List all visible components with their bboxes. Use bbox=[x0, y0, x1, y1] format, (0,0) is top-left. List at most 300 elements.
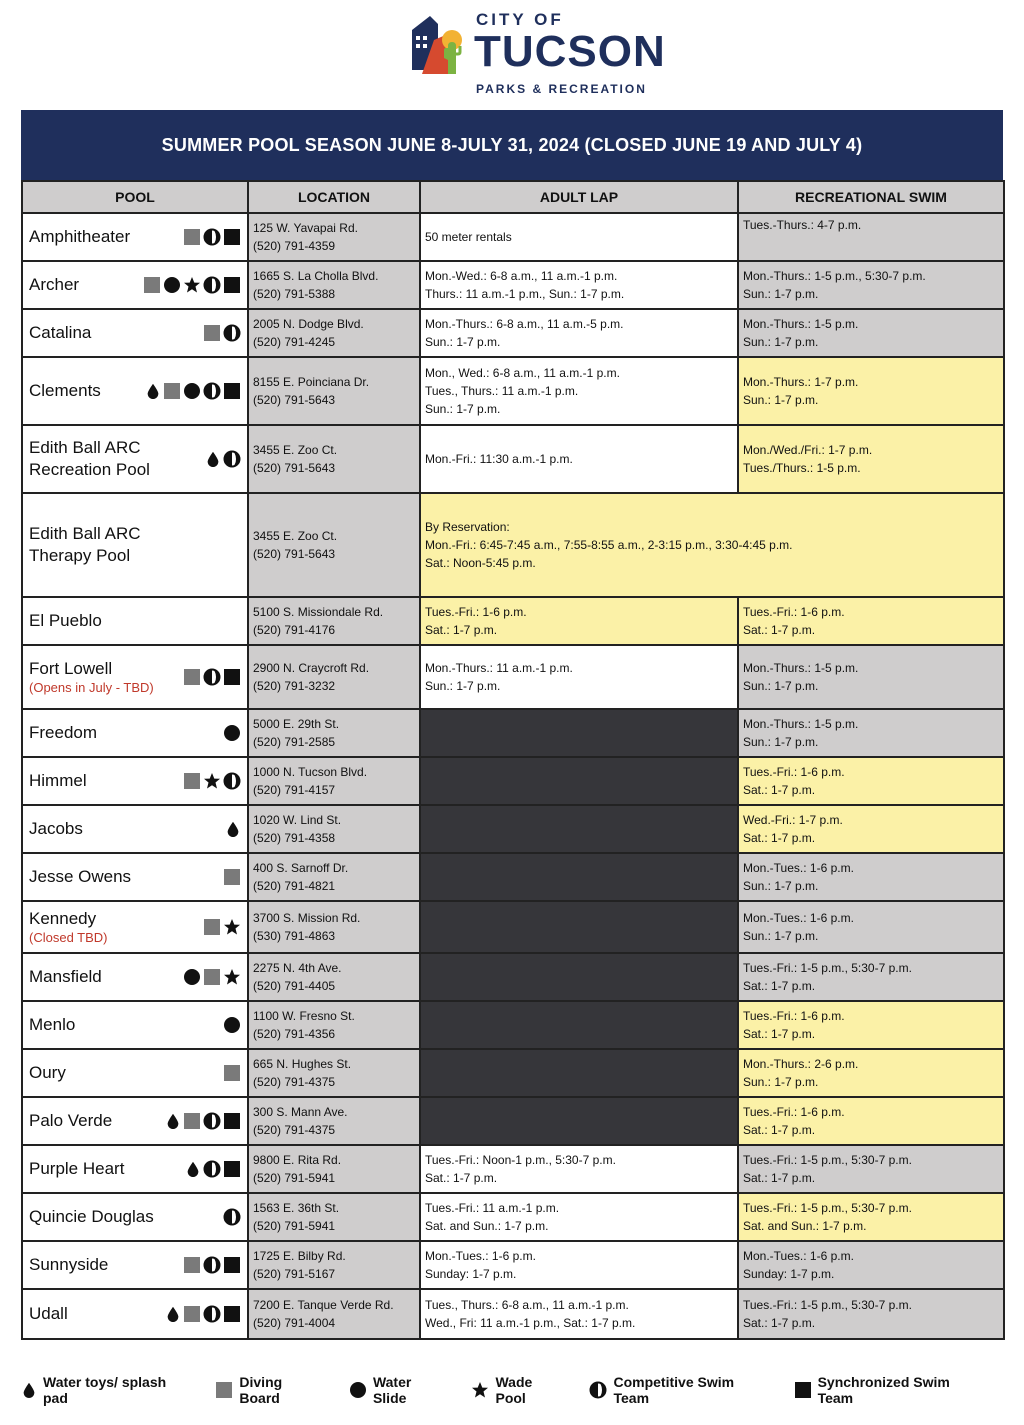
water-slide-icon bbox=[223, 1016, 241, 1034]
pool-name: Edith Ball ARC Therapy Pool bbox=[29, 524, 141, 565]
legend-label: Wade Pool bbox=[495, 1374, 533, 1406]
col-header-adult-lap: ADULT LAP bbox=[420, 181, 738, 213]
competitive-swim-team-icon bbox=[223, 772, 241, 790]
pool-address: 3700 S. Mission Rd. bbox=[253, 911, 361, 925]
adult-lap-cell bbox=[420, 953, 738, 1001]
location-cell bbox=[248, 493, 420, 597]
pool-address: 2275 N. 4th Ave. bbox=[253, 961, 342, 975]
table-row bbox=[22, 1001, 1004, 1049]
pool-address: 1665 S. La Cholla Blvd. bbox=[253, 269, 379, 283]
amenity-icons bbox=[223, 1016, 241, 1034]
table-row bbox=[22, 901, 1004, 953]
recreational-swim-cell bbox=[738, 261, 1004, 309]
pool-phone: (520) 791-5388 bbox=[253, 287, 336, 301]
adult-lap-cell bbox=[420, 645, 738, 709]
location-cell bbox=[248, 309, 420, 357]
diving-board-icon bbox=[183, 1256, 201, 1274]
pool-phone: (520) 791-4359 bbox=[253, 239, 336, 253]
pool-cell bbox=[22, 645, 248, 709]
synchronized-swim-team-icon bbox=[223, 228, 241, 246]
location-cell bbox=[248, 597, 420, 645]
logo-city-of: CITY OF bbox=[476, 10, 564, 29]
pool-cell bbox=[22, 309, 248, 357]
pool-address: 1725 E. Bilby Rd. bbox=[253, 1249, 346, 1263]
pool-name: Udall bbox=[29, 1304, 68, 1323]
schedule-line: Sun.: 1-7 p.m. bbox=[425, 402, 501, 416]
schedule-line: Sat.: 1-7 p.m. bbox=[743, 623, 816, 637]
pool-cell bbox=[22, 425, 248, 493]
competitive-swim-team-icon bbox=[203, 668, 221, 686]
table-row bbox=[22, 309, 1004, 357]
legend-item bbox=[349, 1374, 446, 1406]
recreational-swim-cell bbox=[738, 645, 1004, 709]
adult-lap-cell bbox=[420, 853, 738, 901]
recreational-swim-cell bbox=[738, 1145, 1004, 1193]
location-cell bbox=[248, 1097, 420, 1145]
recreational-swim-cell bbox=[738, 709, 1004, 757]
recreational-swim-cell bbox=[738, 1049, 1004, 1097]
wade-pool-icon bbox=[223, 968, 241, 986]
schedule-line: Tues.-Fri.: Noon-1 p.m., 5:30-7 p.m. bbox=[425, 1153, 616, 1167]
pool-name: Mansfield bbox=[29, 967, 102, 986]
legend-label: Synchronized Swim Team bbox=[817, 1374, 950, 1406]
schedule-line: Sat.: Noon-5:45 p.m. bbox=[425, 556, 536, 570]
recreational-swim-cell bbox=[738, 901, 1004, 953]
pool-status-note: (Opens in July - TBD) bbox=[29, 680, 154, 695]
col-header-pool: POOL bbox=[22, 181, 248, 213]
diving-board-icon bbox=[223, 868, 241, 886]
schedule-line: Thurs.: 11 a.m.-1 p.m., Sun.: 1-7 p.m. bbox=[425, 287, 625, 301]
schedule-line: Mon.-Thurs.: 1-7 p.m. bbox=[743, 375, 859, 389]
pool-address: 7200 E. Tanque Verde Rd. bbox=[253, 1298, 394, 1312]
synchronized-swim-team-icon bbox=[223, 382, 241, 400]
schedule-line: Sat.: 1-7 p.m. bbox=[743, 1171, 816, 1185]
pool-cell bbox=[22, 493, 248, 597]
legend-label: Competitive Swim Team bbox=[613, 1374, 735, 1406]
location-cell bbox=[248, 853, 420, 901]
amenity-icons bbox=[165, 1305, 241, 1323]
schedule-line: Sat.: 1-7 p.m. bbox=[743, 1123, 816, 1137]
schedule-line: Mon.-Tues.: 1-6 p.m. bbox=[743, 911, 854, 925]
schedule-line: Tues.-Thurs.: 4-7 p.m. bbox=[743, 218, 862, 232]
competitive-swim-team-icon bbox=[203, 382, 221, 400]
table-row bbox=[22, 261, 1004, 309]
schedule-line: Tues.-Fri.: 1-6 p.m. bbox=[743, 605, 845, 619]
table-header-row bbox=[22, 181, 1004, 213]
amenity-icons bbox=[143, 276, 241, 294]
schedule-line: 50 meter rentals bbox=[425, 230, 512, 244]
pool-address: 2900 N. Craycroft Rd. bbox=[253, 661, 370, 675]
schedule-line: Mon.-Thurs.: 6-8 a.m., 11 a.m.-5 p.m. bbox=[425, 317, 624, 331]
location-cell bbox=[248, 213, 420, 261]
recreational-swim-cell bbox=[738, 213, 1004, 261]
synchronized-swim-team-icon bbox=[794, 1381, 812, 1399]
location-cell bbox=[248, 1193, 420, 1241]
pool-phone: (520) 791-4375 bbox=[253, 1075, 336, 1089]
water-slide-icon bbox=[163, 276, 181, 294]
recreational-swim-cell bbox=[738, 1289, 1004, 1339]
pool-name: Himmel bbox=[29, 771, 87, 790]
schedule-line: Sun.: 1-7 p.m. bbox=[743, 735, 819, 749]
adult-lap-cell bbox=[420, 805, 738, 853]
recreational-swim-cell bbox=[738, 597, 1004, 645]
amenity-icons bbox=[223, 1064, 241, 1082]
pool-address: 1020 W. Lind St. bbox=[253, 813, 342, 827]
adult-lap-cell bbox=[420, 1193, 738, 1241]
recreational-swim-cell bbox=[738, 853, 1004, 901]
recreational-swim-cell bbox=[738, 309, 1004, 357]
amenity-icons bbox=[183, 668, 241, 686]
table-row bbox=[22, 1097, 1004, 1145]
schedule-line: Tues.-Fri.: 1-6 p.m. bbox=[743, 765, 845, 779]
pool-name: Sunnyside bbox=[29, 1255, 109, 1274]
pool-phone: (520) 791-5643 bbox=[253, 547, 336, 561]
col-header-recreational-swim: RECREATIONAL SWIM bbox=[738, 181, 1004, 213]
diving-board-icon bbox=[183, 668, 201, 686]
schedule-line: Mon.-Fri.: 11:30 a.m.-1 p.m. bbox=[425, 452, 573, 466]
pool-address: 1563 E. 36th St. bbox=[253, 1201, 340, 1215]
amenity-icons bbox=[223, 1208, 241, 1226]
tucson-logo-icon bbox=[408, 10, 470, 78]
wade-pool-icon bbox=[471, 1381, 489, 1399]
pool-cell bbox=[22, 709, 248, 757]
pool-address: 9800 E. Rita Rd. bbox=[253, 1153, 342, 1167]
legend-item bbox=[471, 1374, 563, 1406]
schedule-line: Mon.-Tues.: 1-6 p.m. bbox=[743, 1249, 854, 1263]
diving-board-icon bbox=[203, 324, 221, 342]
competitive-swim-team-icon bbox=[203, 1256, 221, 1274]
logo-tucson: TUCSON bbox=[474, 27, 666, 76]
pool-cell bbox=[22, 953, 248, 1001]
pool-name: Catalina bbox=[29, 323, 92, 342]
schedule-line: Sun.: 1-7 p.m. bbox=[743, 287, 819, 301]
pool-phone: (530) 791-4863 bbox=[253, 929, 336, 943]
pool-address: 1100 W. Fresno St. bbox=[253, 1009, 355, 1023]
pool-phone: (520) 791-4405 bbox=[253, 979, 336, 993]
amenity-icons bbox=[203, 324, 241, 342]
pool-cell bbox=[22, 357, 248, 425]
pool-phone: (520) 791-4004 bbox=[253, 1316, 336, 1330]
schedule-line: By Reservation: bbox=[425, 520, 510, 534]
location-cell bbox=[248, 953, 420, 1001]
water-toys-icon bbox=[165, 1112, 181, 1130]
competitive-swim-team-icon bbox=[203, 1112, 221, 1130]
schedule-line: Tues.-Fri.: 1-5 p.m., 5:30-7 p.m. bbox=[743, 1298, 912, 1312]
water-toys-icon bbox=[165, 1305, 181, 1323]
diving-board-icon bbox=[215, 1381, 233, 1399]
pool-name: Clements bbox=[29, 381, 101, 400]
table-body bbox=[22, 213, 1004, 1339]
schedule-line: Tues.-Fri.: 1-5 p.m., 5:30-7 p.m. bbox=[743, 1153, 912, 1167]
schedule-line: Mon.-Thurs.: 1-5 p.m. bbox=[743, 717, 859, 731]
city-logo[interactable] bbox=[408, 6, 666, 98]
schedule-line: Tues.-Fri.: 1-6 p.m. bbox=[425, 605, 527, 619]
legend-item bbox=[589, 1374, 767, 1406]
diving-board-icon bbox=[143, 276, 161, 294]
table-row bbox=[22, 213, 1004, 261]
schedule-line: Tues.-Fri.: 1-5 p.m., 5:30-7 p.m. bbox=[743, 1201, 912, 1215]
competitive-swim-team-icon bbox=[203, 1305, 221, 1323]
pool-phone: (520) 791-4157 bbox=[253, 783, 336, 797]
recreational-swim-cell bbox=[738, 1001, 1004, 1049]
pool-address: 1000 N. Tucson Blvd. bbox=[253, 765, 368, 779]
water-toys-icon bbox=[145, 382, 161, 400]
competitive-swim-team-icon bbox=[223, 324, 241, 342]
water-toys-icon bbox=[21, 1381, 37, 1399]
pool-cell bbox=[22, 1049, 248, 1097]
schedule-line: Sunday: 1-7 p.m. bbox=[743, 1267, 835, 1281]
pool-address: 125 W. Yavapai Rd. bbox=[253, 221, 358, 235]
table-row bbox=[22, 805, 1004, 853]
location-cell bbox=[248, 709, 420, 757]
pool-name: Jesse Owens bbox=[29, 867, 132, 886]
pool-name: El Pueblo bbox=[29, 611, 102, 630]
pool-phone: (520) 791-5167 bbox=[253, 1267, 336, 1281]
schedule-line: Mon.-Thurs.: 1-5 p.m. bbox=[743, 317, 859, 331]
schedule-line: Sun.: 1-7 p.m. bbox=[743, 335, 819, 349]
pool-phone: (520) 791-2585 bbox=[253, 735, 336, 749]
amenity-icons bbox=[223, 724, 241, 742]
pool-cell bbox=[22, 805, 248, 853]
schedule-line: Mon.-Thurs.: 1-5 p.m., 5:30-7 p.m. bbox=[743, 269, 926, 283]
pool-name: Palo Verde bbox=[29, 1111, 113, 1130]
water-slide-icon bbox=[183, 382, 201, 400]
adult-lap-cell bbox=[420, 757, 738, 805]
pool-phone: (520) 791-4356 bbox=[253, 1027, 336, 1041]
legend-label: Water Slide bbox=[372, 1374, 412, 1406]
therapy-schedule-cell bbox=[420, 493, 1004, 597]
schedule-line: Tues.-Fri.: 1-6 p.m. bbox=[743, 1105, 845, 1119]
schedule-line: Tues., Thurs.: 6-8 a.m., 11 a.m.-1 p.m. bbox=[425, 1298, 629, 1312]
pool-name: Edith Ball ARC Recreation Pool bbox=[29, 438, 150, 479]
pool-name: Oury bbox=[29, 1063, 66, 1082]
schedule-line: Sat.: 1-7 p.m. bbox=[425, 623, 498, 637]
pool-name: Archer bbox=[29, 275, 80, 294]
table-row bbox=[22, 853, 1004, 901]
table-row bbox=[22, 493, 1004, 597]
location-cell bbox=[248, 901, 420, 953]
pool-address: 8155 E. Poinciana Dr. bbox=[253, 375, 370, 389]
pool-name: Quincie Douglas bbox=[29, 1207, 154, 1226]
season-banner: SUMMER POOL SEASON JUNE 8-JULY 31, 2024 (CLOSED JUNE 19 AND JULY 4) bbox=[21, 110, 1003, 180]
water-toys-icon bbox=[225, 820, 241, 838]
diving-board-icon bbox=[203, 918, 221, 936]
recreational-swim-cell bbox=[738, 1241, 1004, 1289]
diving-board-icon bbox=[183, 228, 201, 246]
adult-lap-cell bbox=[420, 1001, 738, 1049]
diving-board-icon bbox=[163, 382, 181, 400]
schedule-line: Sun.: 1-7 p.m. bbox=[743, 929, 819, 943]
pool-phone: (520) 791-3232 bbox=[253, 679, 336, 693]
adult-lap-cell bbox=[420, 357, 738, 425]
schedule-line: Sat.: 1-7 p.m. bbox=[743, 1316, 816, 1330]
legend-item bbox=[794, 1374, 983, 1406]
location-cell bbox=[248, 1241, 420, 1289]
synchronized-swim-team-icon bbox=[223, 276, 241, 294]
legend-label: Diving Board bbox=[239, 1374, 283, 1406]
legend-item bbox=[215, 1374, 323, 1406]
schedule-line: Sat.: 1-7 p.m. bbox=[743, 979, 816, 993]
pool-cell bbox=[22, 1289, 248, 1339]
table-row bbox=[22, 1145, 1004, 1193]
schedule-line: Tues., Thurs.: 11 a.m.-1 p.m. bbox=[425, 384, 579, 398]
water-slide-icon bbox=[349, 1381, 367, 1399]
adult-lap-cell bbox=[420, 1241, 738, 1289]
pool-cell bbox=[22, 597, 248, 645]
schedule-line: Wed., Fri: 11 a.m.-1 p.m., Sat.: 1-7 p.m. bbox=[425, 1316, 636, 1330]
pool-name: Jacobs bbox=[29, 819, 83, 838]
pool-address: 3455 E. Zoo Ct. bbox=[253, 443, 338, 457]
pool-address: 400 S. Sarnoff Dr. bbox=[253, 861, 349, 875]
table-row bbox=[22, 645, 1004, 709]
table-row bbox=[22, 709, 1004, 757]
pool-address: 3455 E. Zoo Ct. bbox=[253, 529, 338, 543]
competitive-swim-team-icon bbox=[223, 1208, 241, 1226]
adult-lap-cell bbox=[420, 1097, 738, 1145]
amenity-icons bbox=[225, 820, 241, 838]
schedule-line: Tues./Thurs.: 1-5 p.m. bbox=[743, 461, 861, 475]
schedule-line: Wed.-Fri.: 1-7 p.m. bbox=[743, 813, 843, 827]
wade-pool-icon bbox=[223, 918, 241, 936]
recreational-swim-cell bbox=[738, 757, 1004, 805]
page-header bbox=[0, 0, 1024, 108]
table-row bbox=[22, 1241, 1004, 1289]
synchronized-swim-team-icon bbox=[223, 1112, 241, 1130]
pool-phone: (520) 791-5643 bbox=[253, 461, 336, 475]
amenity-icons bbox=[183, 228, 241, 246]
pool-address: 5000 E. 29th St. bbox=[253, 717, 340, 731]
pool-phone: (520) 791-5941 bbox=[253, 1171, 336, 1185]
amenity-icons bbox=[145, 382, 241, 400]
water-slide-icon bbox=[223, 724, 241, 742]
amenity-icons bbox=[203, 918, 241, 936]
adult-lap-cell bbox=[420, 1049, 738, 1097]
pool-cell bbox=[22, 1001, 248, 1049]
pool-cell bbox=[22, 261, 248, 309]
schedule-line: Tues.-Fri.: 1-5 p.m., 5:30-7 p.m. bbox=[743, 961, 912, 975]
schedule-line: Sun.: 1-7 p.m. bbox=[743, 679, 819, 693]
pool-phone: (520) 791-4821 bbox=[253, 879, 336, 893]
table-row bbox=[22, 953, 1004, 1001]
pool-name: Amphitheater bbox=[29, 227, 131, 246]
table-row bbox=[22, 757, 1004, 805]
pool-address: 665 N. Hughes St. bbox=[253, 1057, 352, 1071]
schedule-line: Mon.-Thurs.: 1-5 p.m. bbox=[743, 661, 859, 675]
adult-lap-cell bbox=[420, 425, 738, 493]
adult-lap-cell bbox=[420, 597, 738, 645]
location-cell bbox=[248, 261, 420, 309]
pool-cell bbox=[22, 1241, 248, 1289]
schedule-line: Mon.-Tues.: 1-6 p.m. bbox=[425, 1249, 536, 1263]
pool-cell bbox=[22, 1145, 248, 1193]
table-row bbox=[22, 1193, 1004, 1241]
adult-lap-cell bbox=[420, 213, 738, 261]
pool-name: Kennedy bbox=[29, 909, 97, 928]
schedule-line: Sun.: 1-7 p.m. bbox=[743, 1075, 819, 1089]
pool-phone: (520) 791-5643 bbox=[253, 393, 336, 407]
pool-name: Freedom bbox=[29, 723, 98, 742]
recreational-swim-cell bbox=[738, 953, 1004, 1001]
adult-lap-cell bbox=[420, 709, 738, 757]
location-cell bbox=[248, 1001, 420, 1049]
location-cell bbox=[248, 357, 420, 425]
table-row bbox=[22, 425, 1004, 493]
location-cell bbox=[248, 1289, 420, 1339]
pool-name: Purple Heart bbox=[29, 1159, 125, 1178]
recreational-swim-cell bbox=[738, 805, 1004, 853]
water-toys-icon bbox=[205, 450, 221, 468]
amenity-icons bbox=[183, 968, 241, 986]
schedule-line: Sat.: 1-7 p.m. bbox=[425, 1171, 498, 1185]
competitive-swim-team-icon bbox=[203, 1160, 221, 1178]
schedule-line: Sat. and Sun.: 1-7 p.m. bbox=[425, 1219, 549, 1233]
schedule-line: Mon.-Tues.: 1-6 p.m. bbox=[743, 861, 854, 875]
schedule-line: Sat.: 1-7 p.m. bbox=[743, 1027, 816, 1041]
pool-cell bbox=[22, 901, 248, 953]
diving-board-icon bbox=[223, 1064, 241, 1082]
adult-lap-cell bbox=[420, 1289, 738, 1339]
icon-legend bbox=[21, 1374, 1003, 1406]
wade-pool-icon bbox=[183, 276, 201, 294]
diving-board-icon bbox=[203, 968, 221, 986]
wade-pool-icon bbox=[203, 772, 221, 790]
amenity-icons bbox=[183, 772, 241, 790]
recreational-swim-cell bbox=[738, 425, 1004, 493]
pool-address: 5100 S. Missiondale Rd. bbox=[253, 605, 384, 619]
schedule-line: Mon.-Fri.: 6:45-7:45 a.m., 7:55-8:55 a.m., 2-3:15 p.m., 3:30-4:45 p.m. bbox=[425, 538, 793, 552]
pool-cell bbox=[22, 853, 248, 901]
schedule-line: Mon.-Wed.: 6-8 a.m., 11 a.m.-1 p.m. bbox=[425, 269, 618, 283]
schedule-line: Mon.-Thurs.: 11 a.m.-1 p.m. bbox=[425, 661, 573, 675]
schedule-line: Sunday: 1-7 p.m. bbox=[425, 1267, 517, 1281]
table-row bbox=[22, 1049, 1004, 1097]
schedule-line: Tues.-Fri.: 11 a.m.-1 p.m. bbox=[425, 1201, 560, 1215]
pool-phone: (520) 791-4358 bbox=[253, 831, 336, 845]
adult-lap-cell bbox=[420, 309, 738, 357]
recreational-swim-cell bbox=[738, 357, 1004, 425]
location-cell bbox=[248, 805, 420, 853]
amenity-icons bbox=[183, 1256, 241, 1274]
competitive-swim-team-icon bbox=[589, 1381, 607, 1399]
competitive-swim-team-icon bbox=[203, 276, 221, 294]
competitive-swim-team-icon bbox=[223, 450, 241, 468]
adult-lap-cell bbox=[420, 1145, 738, 1193]
pool-phone: (520) 791-5941 bbox=[253, 1219, 336, 1233]
pool-address: 300 S. Mann Ave. bbox=[253, 1105, 348, 1119]
schedule-line: Tues.-Fri.: 1-6 p.m. bbox=[743, 1009, 845, 1023]
competitive-swim-team-icon bbox=[203, 228, 221, 246]
location-cell bbox=[248, 1145, 420, 1193]
schedule-line: Sat. and Sun.: 1-7 p.m. bbox=[743, 1219, 867, 1233]
pool-cell bbox=[22, 1193, 248, 1241]
legend-item bbox=[21, 1374, 189, 1406]
location-cell bbox=[248, 425, 420, 493]
schedule-line: Sun.: 1-7 p.m. bbox=[743, 393, 819, 407]
pool-cell bbox=[22, 757, 248, 805]
pool-schedule-table bbox=[21, 180, 1005, 1340]
logo-parks: PARKS & RECREATION bbox=[476, 82, 647, 96]
pool-cell bbox=[22, 1097, 248, 1145]
pool-cell bbox=[22, 213, 248, 261]
schedule-line: Mon.-Thurs.: 2-6 p.m. bbox=[743, 1057, 859, 1071]
recreational-swim-cell bbox=[738, 1193, 1004, 1241]
amenity-icons bbox=[223, 868, 241, 886]
schedule-line: Sun.: 1-7 p.m. bbox=[425, 335, 501, 349]
table-row bbox=[22, 1289, 1004, 1339]
water-toys-icon bbox=[185, 1160, 201, 1178]
amenity-icons bbox=[185, 1160, 241, 1178]
recreational-swim-cell bbox=[738, 1097, 1004, 1145]
